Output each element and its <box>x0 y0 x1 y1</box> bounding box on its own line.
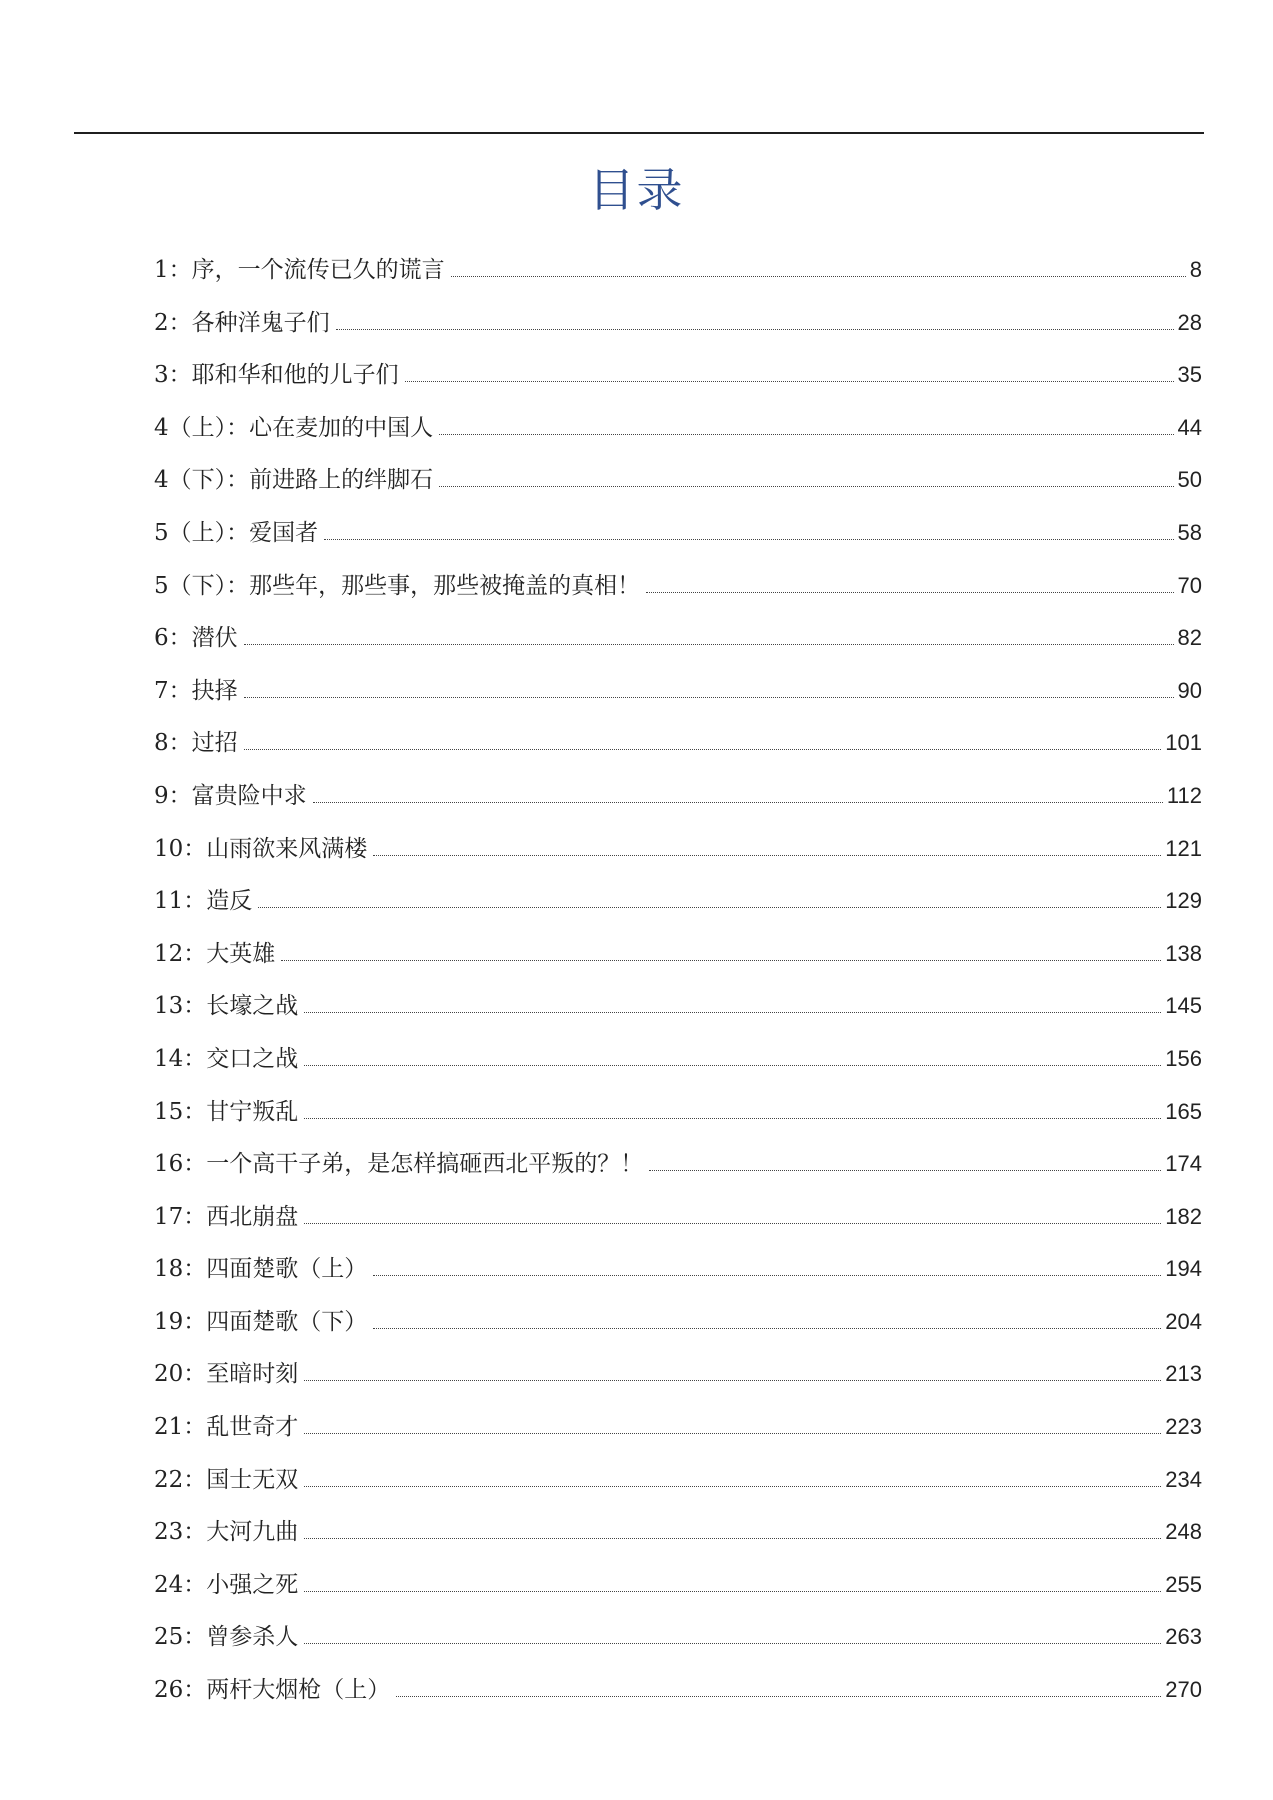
toc-entry[interactable] <box>154 1401 1202 1454</box>
toc-entry-label: 3：耶和华和他的儿子们 <box>154 362 399 389</box>
dot-leader <box>304 1012 1161 1013</box>
toc-entry-page-number: 82 <box>1177 625 1202 651</box>
dot-leader <box>304 1486 1161 1487</box>
toc-entry-label: 6：潜伏 <box>154 625 238 652</box>
toc-entry[interactable] <box>154 717 1202 770</box>
toc-entry[interactable] <box>154 980 1202 1033</box>
toc-entry[interactable] <box>154 1348 1202 1401</box>
toc-entry[interactable] <box>154 1506 1202 1559</box>
toc-entry-label: 17：西北崩盘 <box>154 1203 299 1230</box>
toc-entry[interactable] <box>154 875 1202 928</box>
toc-entry[interactable] <box>154 1664 1202 1717</box>
toc-entry-label: 21：乱世奇才 <box>154 1414 299 1441</box>
toc-entry-page-number: 90 <box>1177 677 1202 703</box>
toc-entry-page-number: 129 <box>1165 888 1202 914</box>
toc-entry[interactable] <box>154 1611 1202 1664</box>
toc-entry[interactable] <box>154 1243 1202 1296</box>
toc-entry-page-number: 248 <box>1165 1519 1202 1545</box>
toc-entry-page-number: 70 <box>1177 572 1202 598</box>
toc-entry-page-number: 194 <box>1165 1256 1202 1282</box>
toc-entry-label: 23：大河九曲 <box>154 1519 299 1546</box>
toc-entry-label: 8：过招 <box>154 730 238 757</box>
toc-entry-page-number: 213 <box>1165 1361 1202 1387</box>
dot-leader <box>244 644 1174 645</box>
toc-entry[interactable] <box>154 244 1202 297</box>
header-rule <box>74 132 1204 134</box>
toc-entry-label: 5（下）：那些年，那些事，那些被掩盖的真相！ <box>154 572 641 599</box>
toc-entry-page-number: 263 <box>1165 1624 1202 1650</box>
toc-entry[interactable] <box>154 612 1202 665</box>
dot-leader <box>244 749 1162 750</box>
toc-entry-page-number: 44 <box>1177 414 1202 440</box>
toc-entry[interactable] <box>154 454 1202 507</box>
dot-leader <box>439 434 1173 435</box>
toc-entry-page-number: 35 <box>1177 362 1202 388</box>
toc-entry[interactable] <box>154 770 1202 823</box>
dot-leader <box>304 1223 1161 1224</box>
toc-entry-label: 25：曾参杀人 <box>154 1624 299 1651</box>
dot-leader <box>451 276 1186 277</box>
toc-entry[interactable] <box>154 1033 1202 1086</box>
toc-entry[interactable] <box>154 1138 1202 1191</box>
toc-entry-page-number: 234 <box>1165 1466 1202 1492</box>
toc-entry-page-number: 145 <box>1165 993 1202 1019</box>
toc-entry[interactable] <box>154 507 1202 560</box>
toc-entry-label: 22：国士无双 <box>154 1466 299 1493</box>
toc-entry-label: 7：抉择 <box>154 677 238 704</box>
dot-leader <box>396 1696 1161 1697</box>
toc-entry-label: 9：富贵险中求 <box>154 782 307 809</box>
toc-entry-page-number: 8 <box>1189 257 1202 282</box>
toc-entry[interactable] <box>154 297 1202 350</box>
toc-entry-label: 15：甘宁叛乱 <box>154 1098 299 1125</box>
table-of-contents <box>154 244 1202 1717</box>
toc-entry[interactable] <box>154 560 1202 613</box>
dot-leader <box>373 1275 1161 1276</box>
toc-entry[interactable] <box>154 823 1202 876</box>
toc-entry-page-number: 165 <box>1165 1098 1202 1124</box>
dot-leader <box>304 1118 1161 1119</box>
toc-entry[interactable] <box>154 402 1202 455</box>
dot-leader <box>373 855 1161 856</box>
dot-leader <box>304 1380 1161 1381</box>
dot-leader <box>304 1591 1161 1592</box>
toc-entry-label: 12：大英雄 <box>154 940 276 967</box>
toc-entry-label: 11：造反 <box>154 888 253 915</box>
toc-entry[interactable] <box>154 665 1202 718</box>
toc-entry-label: 14：交口之战 <box>154 1045 299 1072</box>
toc-entry[interactable] <box>154 928 1202 981</box>
toc-entry-label: 5（上）：爱国者 <box>154 519 319 546</box>
toc-entry[interactable] <box>154 349 1202 402</box>
toc-entry-label: 24：小强之死 <box>154 1571 299 1598</box>
toc-entry-page-number: 204 <box>1165 1308 1202 1334</box>
toc-entry-page-number: 255 <box>1165 1571 1202 1597</box>
toc-entry[interactable] <box>154 1086 1202 1139</box>
toc-entry-page-number: 156 <box>1165 1045 1202 1071</box>
toc-entry-label: 16：一个高干子弟，是怎样搞砸西北平叛的？！ <box>154 1151 644 1178</box>
toc-entry-label: 20：至暗时刻 <box>154 1361 299 1388</box>
dot-leader <box>324 539 1173 540</box>
toc-entry-label: 4（上）：心在麦加的中国人 <box>154 414 434 441</box>
dot-leader <box>649 1170 1161 1171</box>
toc-entry-page-number: 58 <box>1177 519 1202 545</box>
toc-entry[interactable] <box>154 1296 1202 1349</box>
dot-leader <box>304 1433 1161 1434</box>
toc-entry-label: 19：四面楚歌（下） <box>154 1308 368 1335</box>
dot-leader <box>304 1538 1161 1539</box>
toc-entry[interactable] <box>154 1191 1202 1244</box>
dot-leader <box>336 329 1174 330</box>
toc-entry-label: 1：序，一个流传已久的谎言 <box>154 257 445 283</box>
dot-leader <box>439 486 1173 487</box>
toc-entry[interactable] <box>154 1454 1202 1507</box>
toc-entry-label: 10：山雨欲来风满楼 <box>154 835 368 862</box>
toc-entry-page-number: 112 <box>1166 782 1202 808</box>
toc-entry-label: 2：各种洋鬼子们 <box>154 309 330 336</box>
toc-entry-page-number: 28 <box>1177 309 1202 335</box>
dot-leader <box>373 1328 1161 1329</box>
dot-leader <box>304 1065 1161 1066</box>
toc-entry-page-number: 138 <box>1165 940 1202 966</box>
dot-leader <box>313 802 1163 803</box>
toc-entry-page-number: 101 <box>1165 730 1202 756</box>
dot-leader <box>258 907 1161 908</box>
dot-leader <box>244 697 1174 698</box>
dot-leader <box>646 592 1173 593</box>
dot-leader <box>405 381 1174 382</box>
page-title: 目录 <box>588 163 685 217</box>
dot-leader <box>304 1643 1161 1644</box>
toc-entry-label: 13：长壕之战 <box>154 993 299 1020</box>
toc-entry[interactable] <box>154 1559 1202 1612</box>
toc-entry-label: 18：四面楚歌（上） <box>154 1256 368 1283</box>
toc-entry-page-number: 182 <box>1165 1203 1202 1229</box>
toc-entry-page-number: 270 <box>1165 1677 1202 1703</box>
toc-entry-label: 26：两杆大烟枪（上） <box>154 1677 391 1704</box>
toc-entry-page-number: 50 <box>1177 467 1202 493</box>
dot-leader <box>281 960 1161 961</box>
toc-entry-page-number: 121 <box>1165 835 1202 861</box>
toc-entry-page-number: 223 <box>1165 1414 1202 1440</box>
toc-entry-page-number: 174 <box>1165 1151 1202 1177</box>
toc-entry-label: 4（下）：前进路上的绊脚石 <box>154 467 434 494</box>
